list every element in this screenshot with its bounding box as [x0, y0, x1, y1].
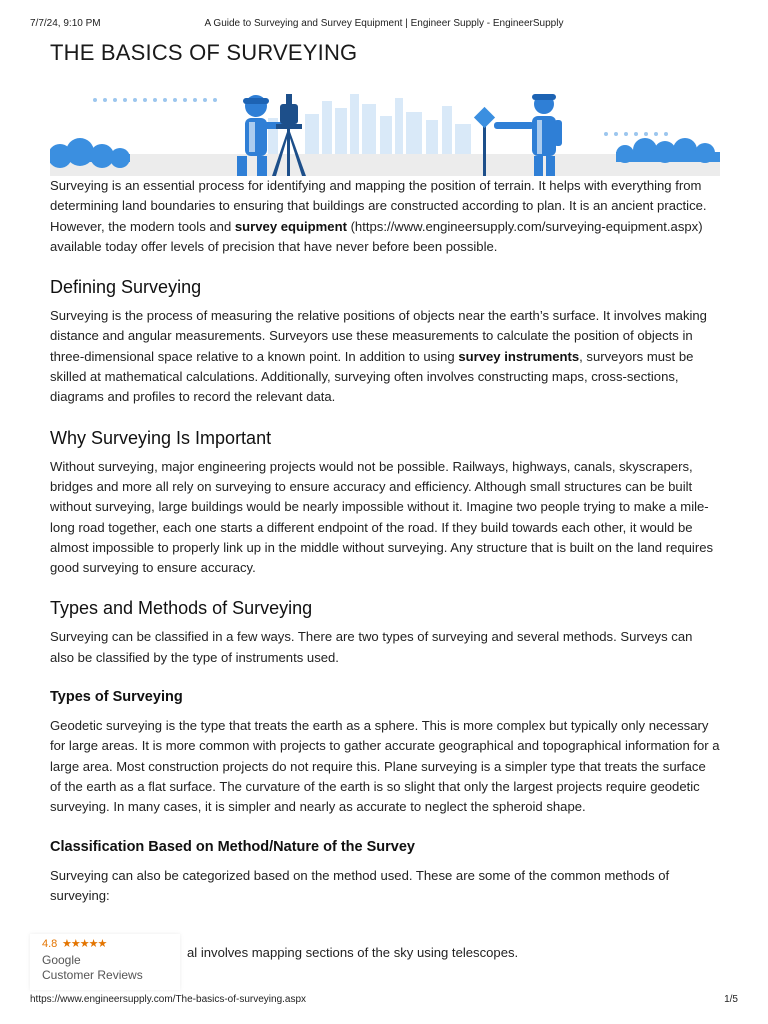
article-body [50, 176, 720, 906]
heading-defining-surveying: Defining Surveying [50, 277, 202, 298]
rating-value: 4.8 [42, 938, 58, 950]
print-header [30, 18, 738, 32]
google-label: Google [42, 953, 81, 967]
print-date: 7/7/24, 9:10 PM [30, 18, 101, 29]
types-methods-paragraph: Surveying can be classified in a few ways. There are two types of surveying and several methods. Surveys can also be classified by the type of instruments used. [50, 629, 693, 665]
types-paragraph: Geodetic surveying is the type that treats the earth as a sphere. This is more complex but typically only necessary for large areas. It is more common with projects to gather accurate geographical and topographical information for a large area. Most construction projects do not require this. Plane surveying is a simpler type that treats the surface of the earth as a flat surface. The curvature of the earth is so slight that only the largest projects require geodetic surveying. In many cases, it is simpler and nearly as accurate to neglect the spheroid shape. [50, 718, 720, 815]
print-footer [30, 994, 738, 1008]
print-doc-title: A Guide to Surveying and Survey Equipment | Engineer Supply - EngineerSupply [204, 18, 564, 29]
customer-reviews-label: Customer Reviews [42, 968, 143, 982]
defining-text-before: Surveying is the process of measuring the relative positions of objects near the earth’s surface. It involves making distance and angular measurements. Surveyors use these measurements to calculate the position of objects in three-dimensional space relative to a known point. In addition to using [50, 308, 707, 364]
defining-text-after: , surveyors must be skilled at mathematical calculations. Additionally, surveying often involves constructing maps, cross-sections, diagrams and profiles to record the relevant data. [50, 348, 694, 405]
star-rating-icon: ★★★★★ [62, 938, 107, 950]
intro-text-after: (https://www.engineersupply.com/surveying-equipment.aspx) available today offer levels of precision that have never before been possible. [50, 218, 703, 254]
heading-types-methods: Types and Methods of Surveying [50, 598, 313, 619]
google-reviews-badge[interactable] [30, 934, 180, 990]
print-page-number: 1/5 [724, 994, 738, 1005]
print-url: https://www.engineersupply.com/The-basics-of-surveying.aspx [30, 994, 307, 1005]
hero-illustration [50, 86, 720, 176]
heading-why-surveying: Why Surveying Is Important [50, 427, 272, 448]
survey-equipment-link[interactable]: survey equipment [234, 218, 347, 234]
intro-paragraph [50, 176, 720, 257]
survey-instruments-link[interactable]: survey instruments [458, 348, 580, 364]
heading-types-of-surveying: Types of Surveying [50, 689, 183, 706]
partial-list-item: al involves mapping sections of the sky using telescopes. [187, 945, 519, 960]
heading-classification: Classification Based on Method/Nature of the Survey [50, 838, 415, 855]
page-title: THE BASICS OF SURVEYING [50, 40, 358, 65]
classification-paragraph: Surveying can also be categorized based on the method used. These are some of the common methods of surveying: [50, 867, 670, 903]
defining-paragraph [50, 306, 720, 407]
why-paragraph: Without surveying, major engineering projects would not be possible. Railways, highways, canals, skyscrapers, bridges and more all rely on surveying to ensure accuracy and efficiency. Although small structures can be built without surveying, large buildings would be nearly impossible without it. Imagine two people trying to make a mile-long road together, each one starts a different endpoint of the road. If they build towards each other, it would be almost impossible to properly link up in the middle without surveying. Any structure that is built on the land requires good surveying to ensure accuracy. [50, 458, 714, 576]
intro-text-before: Surveying is an essential process for identifying and mapping the position of terrain. It helps with everything from determining land boundaries to ensuring that buildings are constructed according to plan. It is an ancient practice. However, the modern tools and [50, 178, 707, 234]
